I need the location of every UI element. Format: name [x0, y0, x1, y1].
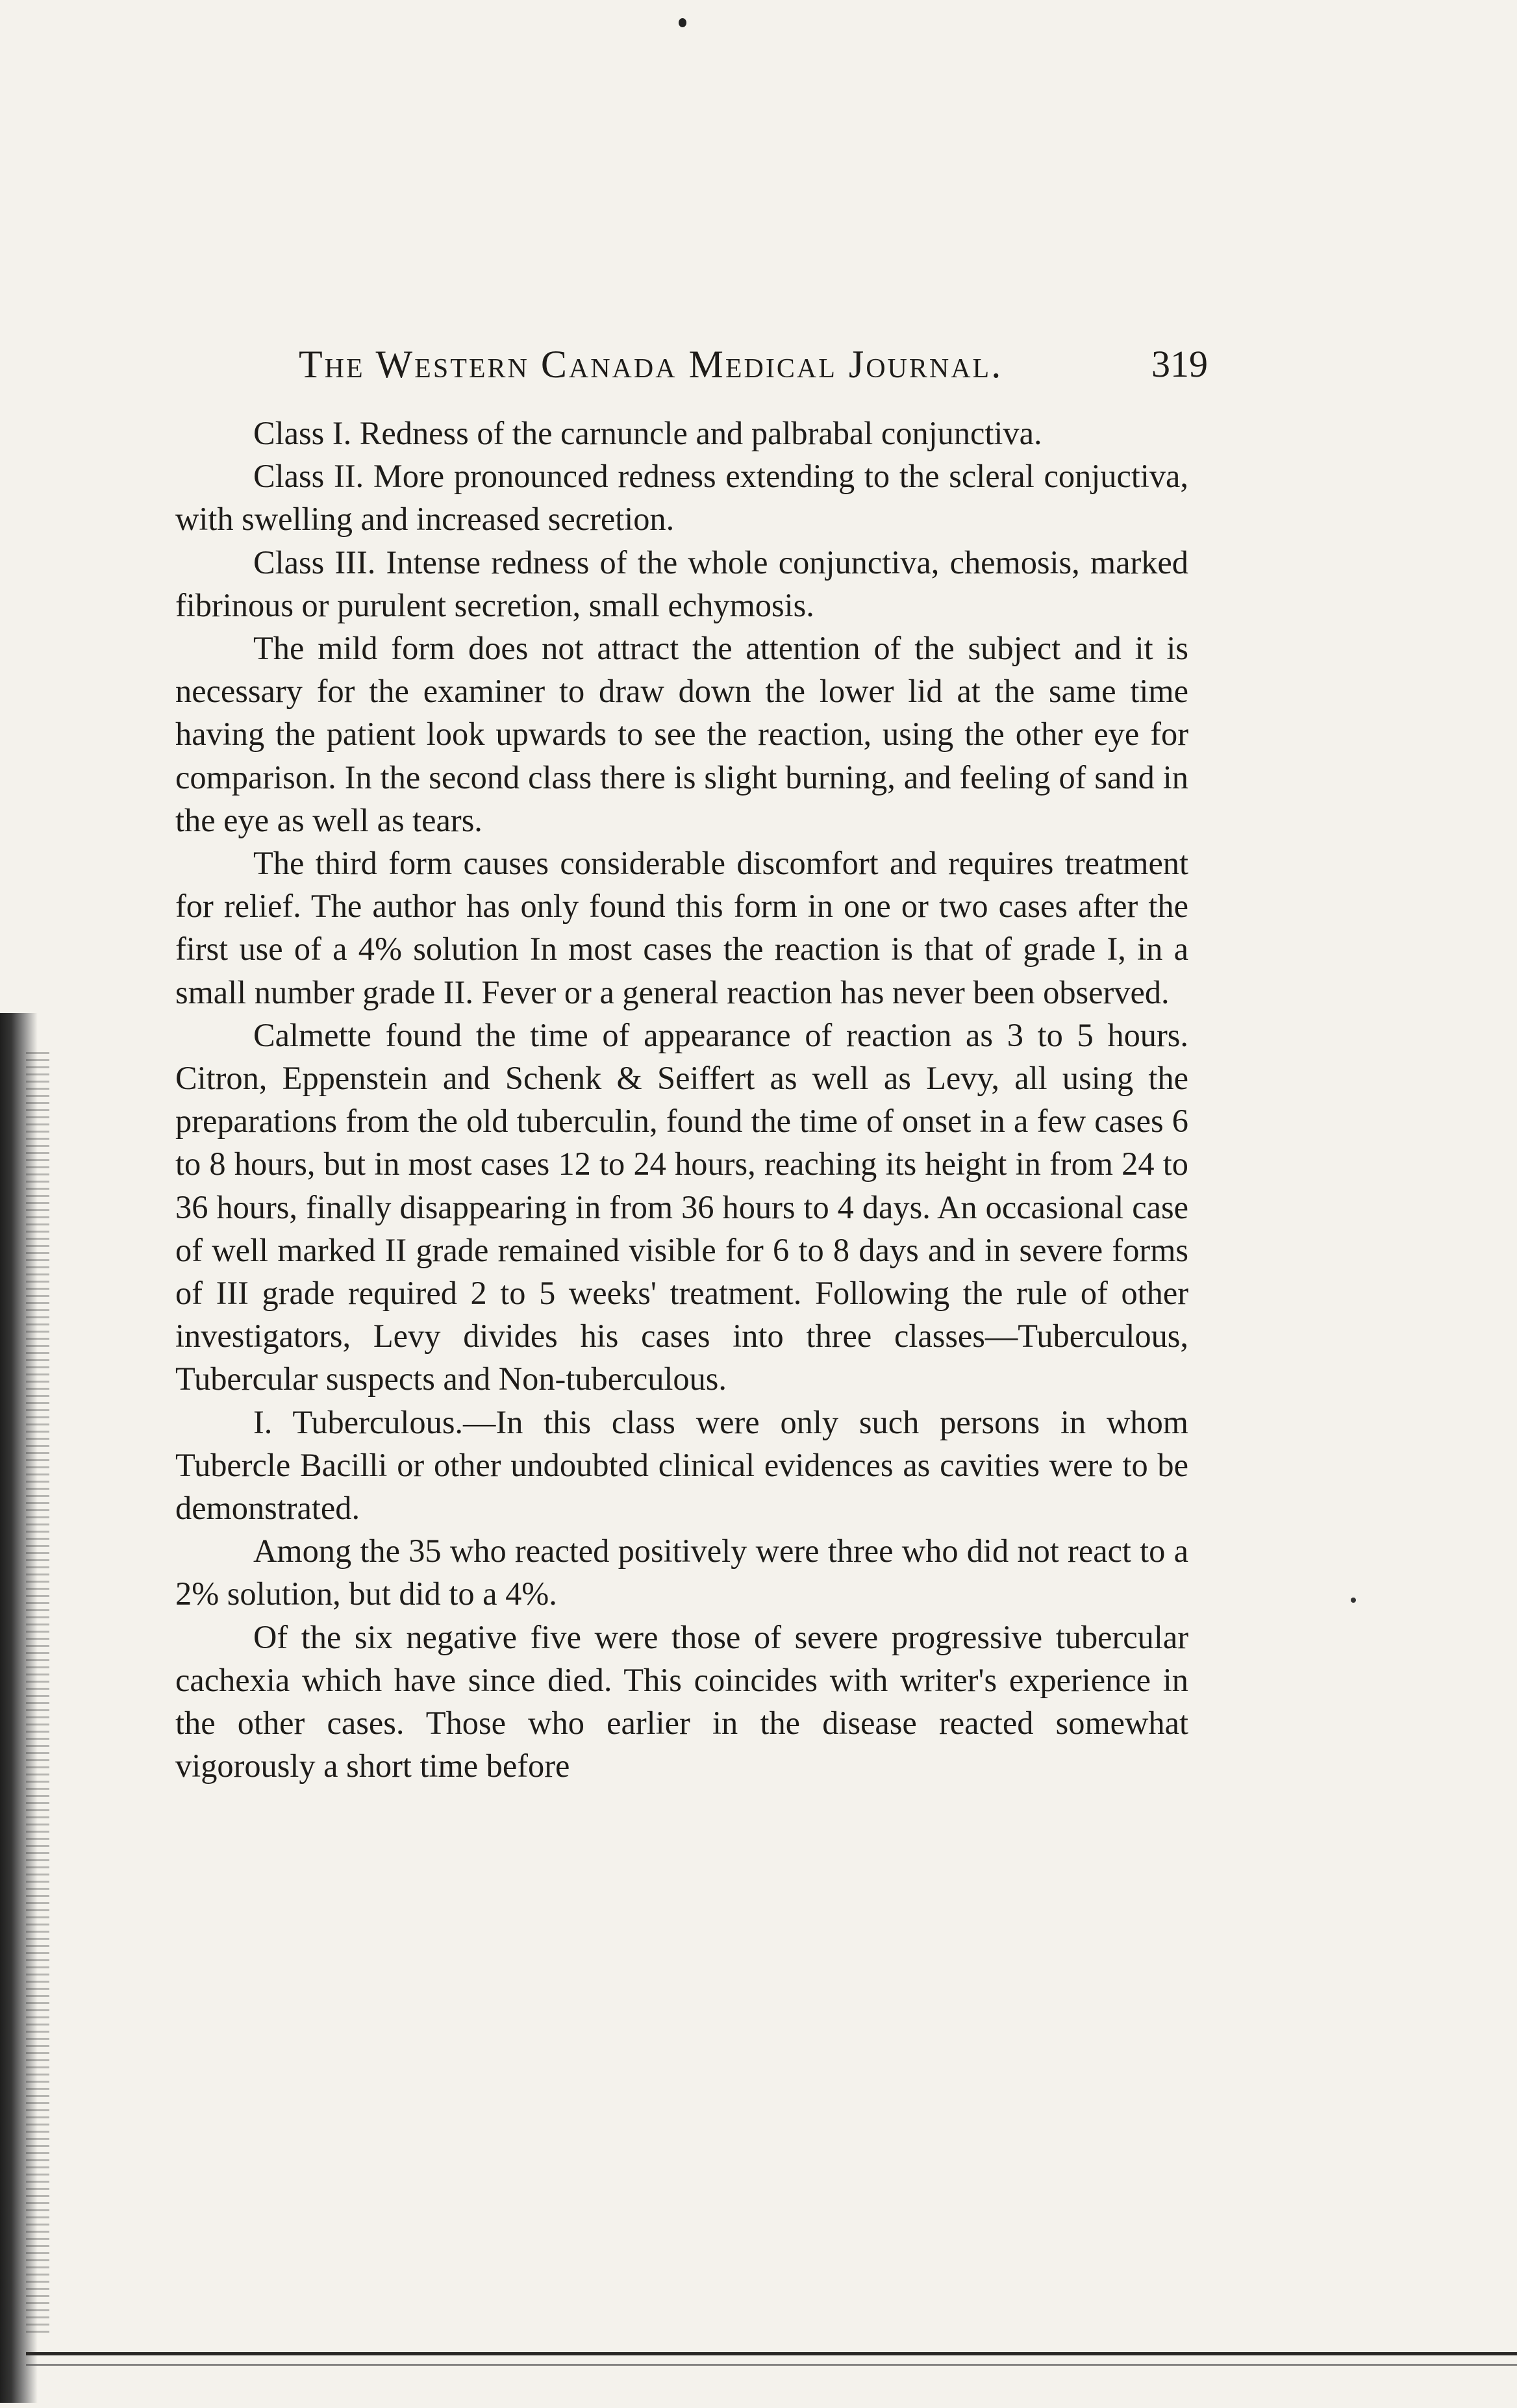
paragraph: The third form causes considerable discomfort and requires treatment for relief. The author has only found this form in one or two cases after the first use of a 4% solution In most cases the reaction is that of grade I, in a small number grade II. Fever or a general reaction has never been observed.	[175, 845, 1188, 1010]
paragraph: I. Tuberculous.—In this class were only such persons in whom Tubercle Bacilli or other undoubted clinical evidences as cavities were to be demonstrated.	[175, 1403, 1188, 1527]
paragraph: Class II. More pronounced redness extending to the scleral conjuctiva, with swelling and increased secretion.	[175, 458, 1188, 538]
body-text	[175, 412, 1188, 1788]
page-number: 319	[1151, 343, 1208, 385]
paragraph: Class I. Redness of the carnuncle and palbrabal conjunctiva.	[253, 415, 1042, 451]
paragraph: Calmette found the time of appearance of reaction as 3 to 5 hours. Citron, Eppenstein and Schenk & Seiffert as well as Levy, all using the preparations from the old tuberculin, found the time of onset in a few cases 6 to 8 hours, but in most cases 12 to 24 hours, reaching its height in from 24 to 36 hours, finally disappearing in from 36 hours to 4 days. An occasional case of well marked II grade remained visible for 6 to 8 days and in severe forms of III grade required 2 to 5 weeks' treatment. Following the rule of other investigators, Levy divides his cases into three classes—Tuberculous, Tubercular suspects and Non-tuberculous.	[175, 1016, 1188, 1398]
paragraph: The mild form does not attract the attention of the subject and it is necessary for the examiner to draw down the lower lid at the same time having the patient look upwards to see the reaction, using the other eye for comparison. In the second class there is slight burning, and feeling of sand in the eye as well as tears.	[175, 630, 1188, 838]
page-header	[299, 335, 1208, 394]
binding-edge-speckle	[26, 1052, 49, 2338]
paragraph: Among the 35 who reacted positively were three who did not react to a 2% solution, but did to a 4%.	[175, 1533, 1188, 1612]
ink-speck	[679, 18, 686, 27]
paragraph: Of the six negative five were those of severe progressive tubercular cachexia which have since died. This coincides with writer's experience in the other cases. Those who earlier in the disease reacted somewhat vigorously a short time before	[175, 1618, 1188, 1785]
bottom-edge-rule	[26, 2364, 1517, 2366]
ink-speck	[1351, 1598, 1356, 1603]
paragraph: Class III. Intense redness of the whole conjunctiva, chemosis, marked fibrinous or purulent secretion, small echymosis.	[175, 544, 1188, 623]
running-head: The Western Canada Medical Journal.	[299, 343, 1003, 386]
bottom-edge-rule	[26, 2352, 1517, 2355]
